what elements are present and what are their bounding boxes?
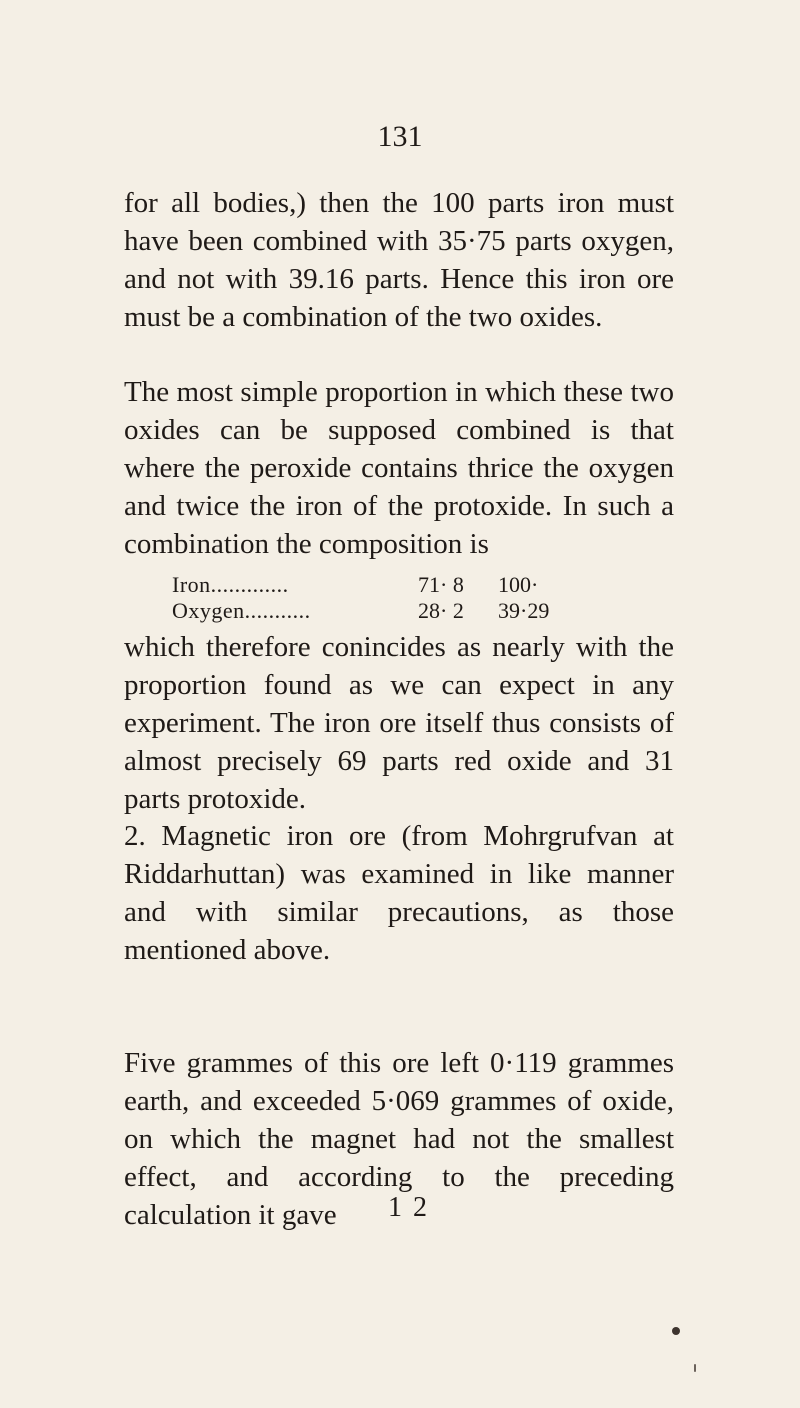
composition-value-oxygen-percent: 28· 2 <box>418 598 464 623</box>
composition-value-iron-percent: 71· 8 <box>418 572 464 597</box>
composition-value-iron-ratio: 100· <box>498 572 539 597</box>
composition-label-oxygen: Oxygen........... <box>172 598 311 623</box>
paragraph-5: Five grammes of this ore left 0·119 grammes earth, and exceeded 5·069 grammes of oxide, on which the magnet had not the smallest effect, and according to the preceding calculation it gave <box>124 1047 674 1231</box>
composition-row-oxygen <box>172 598 592 624</box>
ink-mark <box>694 1364 696 1372</box>
paragraph-4: 2. Magnetic iron ore (from Mohrgrufvan at Riddarhuttan) was examined in like manner and with similar precautions, as those mentioned above. <box>124 820 674 966</box>
composition-row-iron <box>172 572 592 598</box>
composition-value-oxygen-ratio: 39·29 <box>498 598 550 623</box>
ink-speck <box>672 1327 680 1335</box>
page-number: 131 <box>377 120 423 153</box>
paragraph-1: for all bodies,) then the 100 parts iron must have been combined with 35·75 parts oxygen, and not with 39.16 parts. Hence this iron ore must be a combination of the two oxides. <box>124 187 674 333</box>
signature-mark: 1 2 <box>388 1192 429 1223</box>
paragraph-2: The most simple proportion in which these two oxides can be supposed combined is that where the peroxide contains thrice the oxygen and twice the iron of the protoxide. In such a combination the composition is <box>124 376 674 560</box>
composition-table <box>172 572 592 624</box>
composition-label-iron: Iron............. <box>172 572 289 597</box>
paragraph-3: which therefore conincides as nearly with the proportion found as we can expect in any experiment. The iron ore itself thus consists of almost precisely 69 parts red oxide and 31 parts protoxide. <box>124 631 674 815</box>
